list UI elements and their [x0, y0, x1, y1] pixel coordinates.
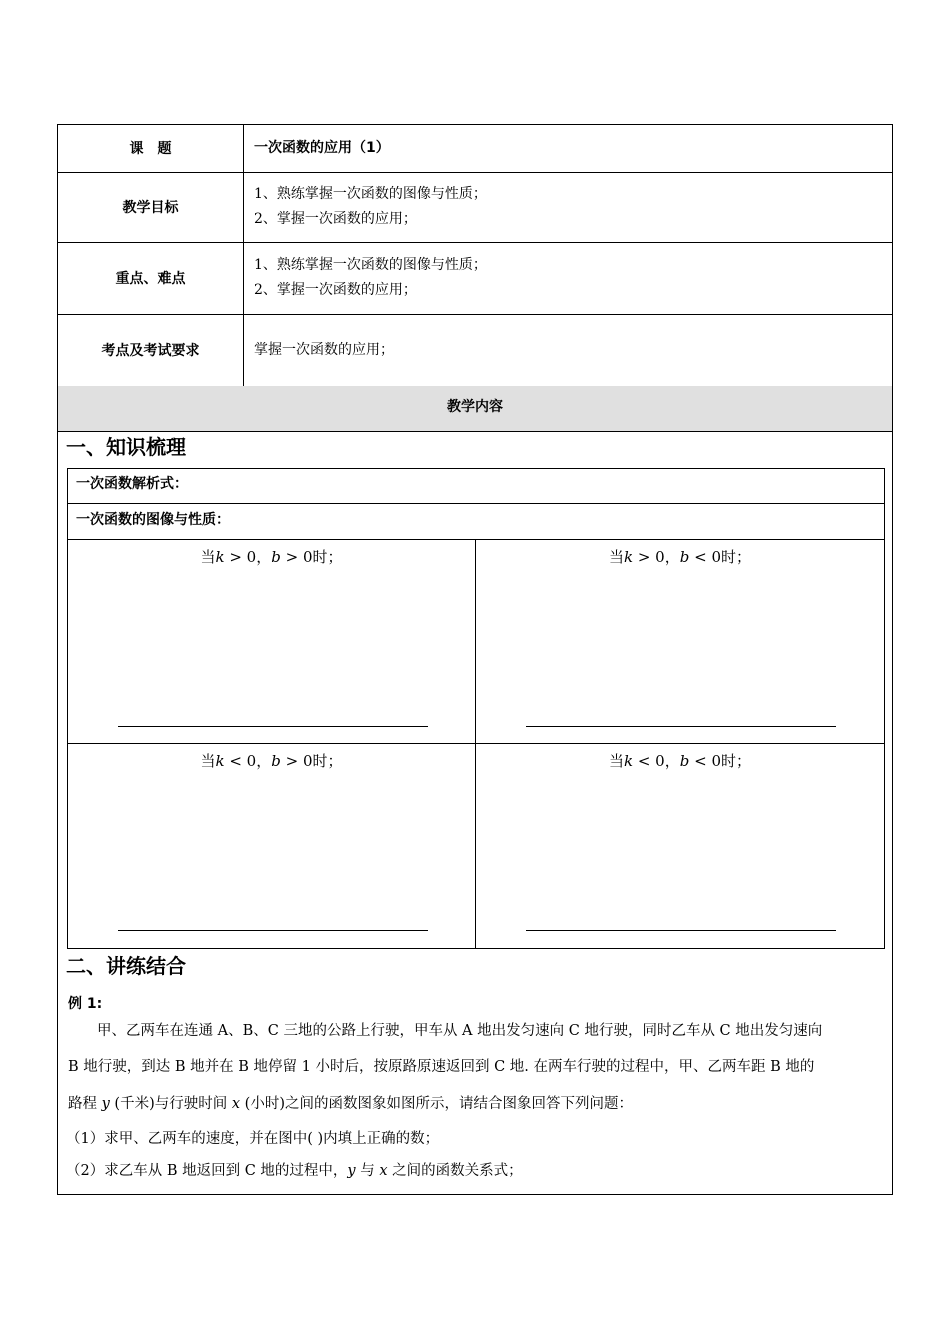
objectives-row — [58, 172, 892, 242]
key-points-label: 重点、难点 — [58, 242, 244, 314]
question-2: （2）求乙车从 B 地返回到 C 地的过程中，y 与 x 之间的函数关系式； — [66, 1163, 523, 1179]
section2-title: 二、讲练结合 — [66, 954, 186, 978]
objective-line: 1、熟练掌握一次函数的图像与性质； — [254, 186, 487, 202]
answer-blank-line — [526, 726, 836, 727]
case-condition: 当k > 0，b > 0时； — [200, 548, 343, 566]
objective-line: 2、掌握一次函数的应用； — [254, 211, 417, 227]
graph-properties-row: 一次函数的图像与性质： — [68, 504, 884, 540]
key-point-line: 1、熟练掌握一次函数的图像与性质； — [254, 257, 487, 273]
objectives-label: 教学目标 — [58, 172, 244, 242]
key-point-line: 2、掌握一次函数的应用； — [254, 282, 417, 298]
example-text-line: B 地行驶，到达 B 地并在 B 地停留 1 小时后，按原路原速返回到 C 地. 在两车行驶的过程中，甲、乙两车距 B 地的 — [68, 1059, 815, 1075]
case-condition: 当k < 0，b < 0时； — [608, 752, 752, 770]
example-label: 例 1: — [68, 996, 103, 1012]
key-points-row — [58, 242, 892, 314]
answer-blank-line — [118, 726, 428, 727]
section1-title: 一、知识梳理 — [66, 435, 186, 459]
teaching-content-band: 教学内容 — [58, 386, 892, 432]
example-text-line: 甲、乙两车在连通 A、B、C 三地的公路上行驶，甲车从 A 地出发匀速向 C 地行驶，同时乙车从 C 地出发匀速向 — [68, 1023, 823, 1039]
case-cell-4 — [476, 744, 884, 948]
topic-row — [58, 125, 892, 172]
exam-points-row — [58, 314, 892, 386]
case-cell-2 — [476, 540, 884, 744]
lesson-plan-page — [57, 124, 893, 1195]
analytic-expression-row: 一次函数解析式： — [68, 469, 884, 504]
lesson-header-table — [58, 125, 892, 387]
topic-value: 一次函数的应用（1） — [244, 125, 893, 172]
answer-blank-line — [526, 930, 836, 931]
exam-points-label: 考点及考试要求 — [58, 314, 244, 386]
knowledge-box — [67, 468, 885, 949]
case-condition: 当k < 0，b > 0时； — [200, 752, 343, 770]
answer-blank-line — [118, 930, 428, 931]
case-cell-3 — [68, 744, 476, 948]
key-points-value — [244, 242, 893, 314]
question-1: （1）求甲、乙两车的速度，并在图中( )内填上正确的数； — [66, 1131, 440, 1147]
example-text-line: 路程 y (千米)与行驶时间 x (小时)之间的函数图象如图所示，请结合图象回答下列问题： — [68, 1096, 633, 1112]
case-condition: 当k > 0，b < 0时； — [608, 548, 752, 566]
var-x: x — [231, 1096, 241, 1112]
var-y: y — [101, 1096, 110, 1112]
topic-label: 课 题 — [58, 125, 244, 172]
exam-points-value: 掌握一次函数的应用； — [244, 314, 893, 386]
objectives-value — [244, 172, 893, 242]
case-cell-1 — [68, 540, 476, 744]
